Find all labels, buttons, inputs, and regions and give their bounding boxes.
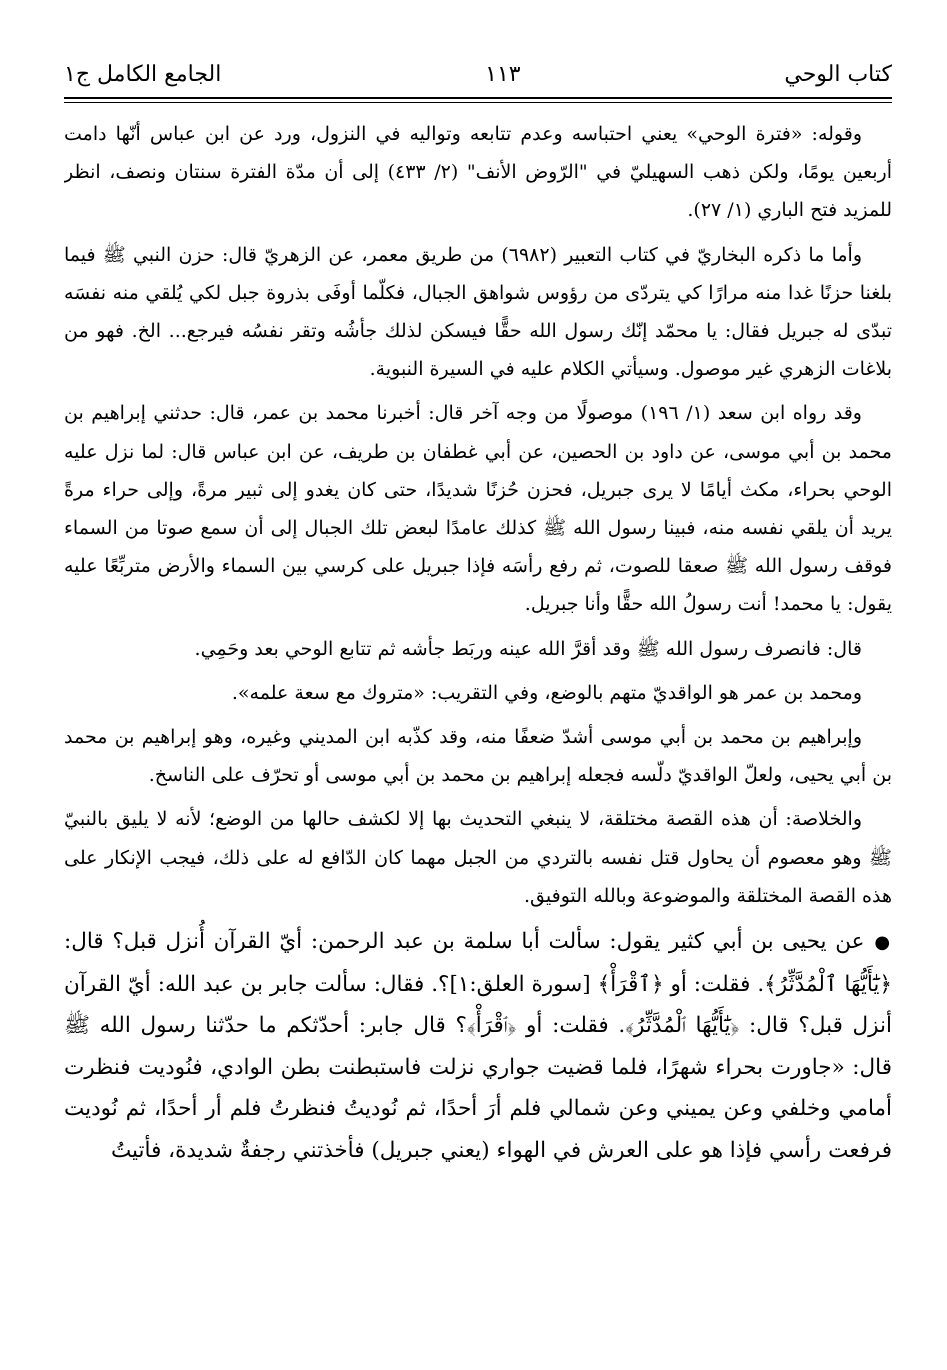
footnote-paragraph: قال: فانصرف رسول الله ﷺ وقد أقرَّ الله عينه وربَط جأشه ثم تتابع الوحي بعد وحَمِي. [194,637,862,660]
hadith-text [64,921,892,1171]
page-body [64,115,892,1360]
footnote-paragraph: ومحمد بن عمر هو الواقديّ متهم بالوضع، وفي التقريب: «متروك مع سعة علمه». [231,681,862,704]
hadith-body: عن يحيى بن أبي كثير يقول: سألت أبا سلمة بن عبد الرحمن: أيّ القرآن أُنزل قبل؟ قال: ﴿يَٰٓأَيُّهَا ٱلْمُدَّثِّرُ﴾. فقلت: أو ﴿ٱقْرَأْ﴾ [سورة العلق:١]؟. فقال: سألت جابر بن عبد الله: أيّ القرآن أنزل قبل؟ قال: ﴿يَٰٓأَيُّهَا ٱلْمُدَّثِّرُ﴾. فقلت: أو ﴿ٱقْرَأْ﴾؟ قال جابر: أحدّثكم ما حدّثنا رسول الله ﷺ قال: «جاورت بحراء شهرًا، فلما قضيت جواري نزلت فاستبطنت بطن الوادي، فنُوديت فنظرت أمامي وخلفي وعن يميني وعن شمالي فلم أرَ أحدًا، ثم نُوديتُ فنظرتُ فلم أر أحدًا، ثم نُوديت فرفعت رأسي فإذا هو على العرش في الهواء (يعني جبريل) فأخذتني رجفةٌ شديدة، فأتيتُ [64,929,892,1163]
chapter-title: كتاب الوحي [784,61,892,87]
page-number: ١١٣ [485,61,521,87]
footnote-paragraph: والخلاصة: أن هذه القصة مختلقة، لا ينبغي التحديث بها إلا لكشف حالها من الوضع؛ لأنه لا يليق بالنبيّ ﷺ وهو معصوم أن يحاول قتل نفسه بالتردي من الجبل مهما كان الدّافع له على ذلك، فيجب الإنكار على هذه القصة المختلقة والموضوعة وبالله التوفيق. [64,808,892,907]
footnote-paragraph: وإبراهيم بن محمد بن أبي موسى أشدّ ضعفًا منه، وقد كذّبه ابن المديني وغيره، وهو إبراهيم بن محمد بن أبي يحيى، ولعلّ الواقديّ دلّسه فجعله إبراهيم بن محمد بن أبي موسى أو تحرّف على الناسخ. [64,726,892,787]
footnote-paragraph: وقوله: «فترة الوحي» يعني احتباسه وعدم تتابعه وتواليه في النزول، ورد عن ابن عباس أنّها دامت أربعين يومًا، ولكن ذهب السهيليّ في "الرّوض الأنف" (٢/ ٤٣٣) إلى أن مدّة الفترة سنتان ونصف، انظر للمزيد فتح الباري (١/ ٢٧). [64,123,892,222]
running-header [64,52,892,96]
footnote-paragraph: وأما ما ذكره البخاريّ في كتاب التعبير (٦٩٨٢) من طريق معمر، عن الزهريّ قال: حزن النبي ﷺ فيما بلغنا حزنًا غدا منه مرارًا كي يتردّى من رؤوس شواهق الجبال، فكلّما أوفَى بذروة جبل لكي يُلقي منه نفسَه تبدّى له جبريل فقال: يا محمّد إنّك رسول الله حقًّا فيسكن لذلك جأشُه وتقر نفسُه فيرجع... الخ. فهو من بلاغات الزهري غير موصول. وسيأتي الكلام عليه في السيرة النبوية. [64,243,892,381]
bullet-icon: ● [874,932,892,954]
header-rule-thin [64,102,892,103]
book-title: الجامع الكامل ج١ [64,61,222,87]
footnote-paragraph: وقد رواه ابن سعد (١/ ١٩٦) موصولًا من وجه آخر قال: أخبرنا محمد بن عمر، قال: حدثني إبراهيم بن محمد بن أبي موسى، عن داود بن الحصين، عن أبي غطفان بن طريف، عن ابن عباس قال: لما نزل عليه الوحي بحراء، مكث أيامًا لا يرى جبريل، فحزن حُزنًا شديدًا، حتى كان يغدو إلى ثبير مرةً، وإلى حراء مرةً يريد أن يلقي نفسه منه، فبينا رسول الله ﷺ كذلك عامدًا لبعض تلك الجبال إلى أن سمع صوتا من السماء فوقف رسول الله ﷺ صعقا للصوت، ثم رفع رأسَه فإذا جبريل على كرسي بين السماء والأرض متربِّعًا عليه يقول: يا محمد! أنت رسولُ الله حقًّا وأنا جبريل. [64,402,892,616]
header-rule-thick [64,97,892,99]
